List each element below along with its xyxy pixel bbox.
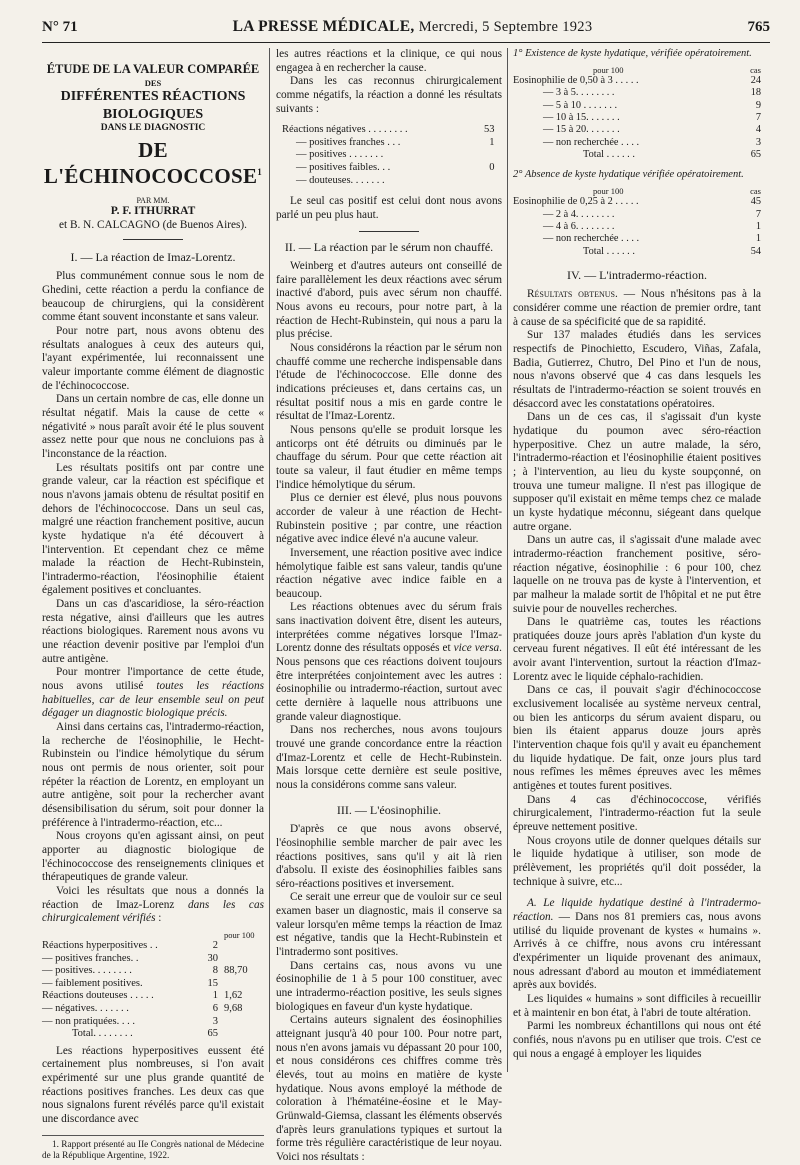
paragraph: Weinberg et d'autres auteurs ont conseillé de faire parallèlement les deux réactions avec sérum inactivé d'abord, puis avec sérum non chauffé. Nous avons eu recours, pour notre part, à la réaction de Hecht-Rubinstein, qui nous a paru la plus précise. — [276, 260, 502, 341]
paragraph: Nous considérons la réaction par le sérum non chauffé comme une recherche indispensable dans l'étude de l'échinococcose. Elle donne des indications précieuses et, dans certains cas, un résultat positif nous a mis en garde contre le résultat de l'Imaz-Lorentz. — [276, 342, 502, 423]
table-cell — [218, 1028, 264, 1041]
table-row — [282, 162, 494, 175]
table-cell: — douteuses. . . . . . . — [296, 174, 385, 186]
author-2: et B. N. CALCAGNO (de Buenos Aires). — [59, 219, 247, 232]
table-row — [513, 124, 761, 136]
paragraph: Dans certains cas, nous avons vu une éosinophilie de 1 à 5 pour 100 constituer, avec une intradermo-réaction positive, les seuls signes biologiques en faveur d'un kyste hydatique. — [276, 959, 502, 1013]
page-number: 765 — [747, 19, 770, 35]
header-rule — [42, 42, 770, 43]
table-cell: — non pratiquées. . . . — [42, 1015, 136, 1027]
table-row — [42, 978, 264, 991]
section-heading-text: II. — La réaction par le sérum non chauffé. — [284, 239, 494, 254]
paragraph: Dans un de ces cas, il s'agissait d'un kyste hydatique du poumon avec séro-réaction hyperpositive. Chez un autre malade, la séro, l'intradermo-réaction et l'éosinophilie étaient positives ; à l'intervention, au lieu du kyste soupçonné, on trouva une tumeur maligne. Il n'est pas illogique de supposer qu'il existait en même temps chez ce malade un kyste hydatique méconnu, siégeant dans quelque autre organe. — [513, 411, 761, 533]
paragraph: Dans nos recherches, nous avons toujours trouvé une grande concordance entre la réaction d'Imaz-Lorentz et celle de Hecht-Rubinstein. Mais lorsque cette dernière est seule positive, nous la considérons comme sans valeur. — [276, 724, 502, 792]
paragraph-lead: Résultats obtenus. — [527, 288, 618, 301]
table-cell — [472, 149, 494, 162]
table-header: pour 100 — [593, 64, 624, 75]
paragraph: Le seul cas positif est celui dont nous avons parlé un peu plus haut. — [276, 195, 502, 221]
table-cell: Eosinophilie de 0,50 à 3 . . . . . — [513, 74, 639, 86]
table-row — [282, 137, 494, 150]
paragraph: Les résultats positifs ont par contre une grande valeur, car la réaction est spécifique et nous n'avons jamais obtenu de résultat positif en dehors de l'échinococcose. Dans un seul cas, malgré une réaction franchement positive, aucun kyste hydatique n'a été découvert à l'intervention. Et cependant chez ce même malade la réaction de Hecht-Rubinstein, l'intradermo-réaction, l'éosinophilie étaient également positives et concluantes. — [42, 461, 264, 597]
paragraph: Les liquides « humains » sont difficiles à recueillir et à maintenir en bon état, à l'abri de toute altération. — [513, 992, 761, 1019]
table-cell: — positives franches. . — [42, 952, 139, 964]
paragraph: Ainsi dans certains cas, l'intradermo-réaction, la recherche de l'éosinophilie, le Hecht-Rubinstein ou l'indice hémolytique du sérum nous ont permis de nous orienter, soit pour répéter la réaction de Lorentz, en employant un autre antigène, soit pour la rechercher avant désensibilisation du sérum, soit pour donner la préférence à l'intradermo-réaction, etc... — [42, 721, 264, 829]
table-cell — [472, 175, 494, 188]
column-2 — [276, 48, 502, 1163]
table-row — [513, 100, 761, 112]
table-row — [42, 1016, 264, 1029]
table-cell: — positives . . . . . . . — [296, 149, 384, 161]
table-row — [282, 149, 494, 162]
page-header — [42, 18, 770, 40]
table-cell: 2 — [212, 940, 218, 952]
table-row — [42, 990, 264, 1003]
paragraph-italic: vice versa — [453, 642, 500, 655]
article-title-line3: DANS LE DIAGNOSTIC — [100, 123, 206, 134]
table-cell: Total. . . . . . . . — [72, 1028, 133, 1040]
author-1: P. F. ITHURRAT — [110, 205, 196, 218]
section-heading-1 — [42, 250, 264, 265]
paragraph: Dans un cas d'ascaridiose, la séro-réaction resta négative, ainsi d'ailleurs que les autres réactions biologiques. Rarement nous avons vu une réaction devenir positive par l'emploi d'un autre antigène. — [42, 598, 264, 665]
footnote: 1. Rapport présenté au IIe Congrès national de Médecine de la République Argentine, 1922. — [42, 1135, 264, 1162]
table-cell: Total . . . . . . — [583, 148, 635, 160]
table-cell: — 4 à 6. . . . . . . . — [543, 220, 615, 232]
table-cell: — 15 à 20. . . . . . . — [543, 124, 620, 136]
table-row — [282, 124, 494, 137]
table-cell: 4 — [755, 124, 761, 136]
table-cell: 88,70 — [224, 965, 248, 977]
article-title-line2: DIFFÉRENTES RÉACTIONS BIOLOGIQUES — [60, 89, 246, 122]
table-row — [513, 137, 761, 149]
paragraph: Dans un autre cas, il s'agissait d'une malade avec intradermo-réaction franchement positive, séro-réaction négative, éosinophilie : 6 pour 100, chez laquelle on ne trouva pas de kyste à l'intervention, et par malheur la malade sortit de l'hôpital et ne put être suivie pour de nouvelles recherches. — [513, 534, 761, 615]
table-row — [513, 75, 761, 87]
table-cell: 7 — [755, 111, 761, 123]
issue-number: N° 71 — [42, 19, 78, 35]
table-cell: 1 — [212, 990, 218, 1002]
table-cell: Réactions négatives . . . . . . . . — [282, 124, 408, 136]
paragraph: Ce serait une erreur que de vouloir sur ce seul examen baser un diagnostic, mais il conserve sa valeur lorsqu'en même temps la réaction de Imaz est négative, tandis que la Hecht-Rubinstein et l'intradermo sont positives. — [276, 891, 502, 959]
paragraph-text: Les réactions obtenues avec du sérum frais sans inactivation doivent être, disent les auteurs, interprétées comme négatives lorsque l'Imaz-Lorentz donne des résultats opposés et — [276, 601, 502, 655]
paragraph: Plus ce dernier est élevé, plus nous pouvons accorder de valeur à une réaction de Hecht-Rubinstein positive ; par contre, une réaction négative avec indice élevé n'a aucune valeur. — [276, 492, 502, 546]
title-separator — [123, 239, 183, 240]
table-row — [513, 209, 761, 221]
table-cell: — 2 à 4. . . . . . . . — [543, 208, 615, 220]
imaz-results-table — [42, 930, 264, 1041]
table-row — [513, 87, 761, 99]
paragraph: Inversement, une réaction positive avec indice hémolytique faible est sans valeur, tandis qu'une réaction négative avec indice faible en a beaucoup. — [276, 546, 502, 600]
table-cell: — positives faibles. . . — [296, 162, 391, 174]
paragraph-text: Pour montrer l'importance de cette étude, nous avons utilisé — [42, 666, 264, 693]
journal-masthead — [233, 18, 593, 36]
table-cell: 7 — [755, 208, 761, 220]
paragraph — [42, 666, 264, 721]
table-header: cas — [750, 64, 761, 75]
table-cell: — 5 à 10 . . . . . . . — [543, 99, 618, 111]
paragraph: Dans les cas reconnus chirurgicalement comme négatifs, la réaction a donné les résultats suivants : — [276, 75, 502, 115]
paragraph-text: : — [155, 912, 162, 925]
article-title-line4 — [42, 137, 264, 190]
table-cell: 18 — [750, 87, 761, 99]
table-cell — [218, 1016, 264, 1029]
paragraph: Les réactions hyperpositives eussent été certainement plus nombreuses, si l'on avait expérimenté sur une plus grande quantité de réactions positives franches. Les deux cas que nous signalons furent révélés parce qu'il existait une discordance avec — [42, 1044, 264, 1126]
paragraph-italic: dans les cas chirurgicalement vérifiés — [42, 898, 264, 925]
table-row — [513, 196, 761, 208]
paragraph: Certains auteurs signalent des éosinophilies atteignant jusqu'à 40 pour 100. Pour notre part, nous n'en avons jamais vu dépassant 20 pour 100, et nous considérons ces chiffres comme très élevés, tout au moins en matière de kyste hydatique. Nous avons employé la méthode de coloration à l'hématéine-éosine et le May-Grünwald-Giemsa, classant les éléments observés d'après leurs granulations typiques et surtout la forme très régulière caractéristique de leur noyau. Voici nos résultats : — [276, 1014, 502, 1163]
eosinophilia-no-cyst-table — [513, 186, 761, 258]
paragraph: Dans le quatrième cas, toutes les réactions pratiquées douze jours après l'ablation d'un kyste du cerveau furent négatives. Il eût été intéressant de les avoir avant l'intervention, surtout la réaction d'Imaz-Lorentz avec le liquide céphalo-rachidien. — [513, 616, 761, 683]
paragraph: les autres réactions et la clinique, ce qui nous engagea à en rechercher la cause. — [276, 48, 502, 74]
table-cell: 6 — [212, 1003, 218, 1015]
column-3 — [513, 48, 761, 1074]
table-cell: — non recherchée . . . . — [543, 136, 640, 148]
paragraph-italic: toutes les réactions habituelles, car de leur ensemble seul on peut dégager un diagnostic biologique précis. — [42, 680, 264, 720]
table-cell: — faiblement positives. — [42, 977, 143, 989]
table-cell: 8 — [212, 965, 218, 977]
issue-date: Mercredi, 5 Septembre 1923 — [418, 19, 593, 35]
column-1 — [42, 48, 264, 1161]
table-cell: 65 — [207, 1028, 218, 1040]
paragraph: Nous croyons qu'en agissant ainsi, on peut apporter au diagnostic biologique de l'échinococcose des renseignements cliniques et thérapeutiques de grande valeur. — [42, 830, 264, 884]
paragraph-text: Voici les résultats que nous a donnés la réaction de Imaz-Lorenz — [42, 884, 264, 911]
section-heading-4 — [513, 268, 761, 283]
table-cell: 9,68 — [224, 1003, 243, 1015]
table-cell: 54 — [750, 245, 761, 257]
section-heading-3 — [276, 803, 502, 818]
article-title-line1: ÉTUDE DE LA VALEUR COMPARÉE — [46, 62, 260, 76]
table-cell: 30 — [207, 952, 218, 964]
paragraph: Plus communément connue sous le nom de Ghedini, cette réaction a perdu la confiance de beaucoup de chirurgiens, qui la considèrent comme étant souvent inconstante et sans valeur. — [42, 270, 264, 324]
table-title: 1° Existence de kyste hydatique, vérifiée opératoirement. — [513, 48, 752, 59]
table-cell: 53 — [483, 124, 495, 136]
table-title: 2° Absence de kyste hydatique vérifiée opératoirement. — [513, 169, 744, 181]
column-divider — [269, 48, 270, 1072]
eosinophilia-cyst-table — [513, 65, 761, 162]
table-header-spacer — [42, 930, 196, 940]
paragraph: D'après ce que nous avons observé, l'éosinophilie semble marcher de pair avec les réactions positives, sans qu'il y ait là rien d'absolu. Il existe des éosinophilies faibles sans séro-réactions positives et inversement. — [276, 823, 502, 890]
paragraph: Dans 4 cas d'échinococcose, vérifiés chirurgicalement, l'intradermo-réaction fut la seule épreuve nettement positive. — [513, 793, 761, 834]
table-cell: 1 — [489, 136, 495, 148]
journal-title: LA PRESSE MÉDICALE, — [232, 18, 415, 35]
table-cell — [218, 978, 264, 991]
table-cell: Total . . . . . . — [583, 245, 635, 257]
table-cell — [218, 953, 264, 966]
table-row — [513, 233, 761, 245]
table-row — [42, 940, 264, 953]
table-cell: — 10 à 15. . . . . . . — [543, 111, 620, 123]
table-cell: 3 — [212, 1015, 218, 1027]
table-header: pour 100 — [224, 929, 255, 940]
authors-block — [42, 196, 264, 233]
table-row — [513, 112, 761, 124]
table-cell: — 3 à 5. . . . . . . . — [543, 87, 615, 99]
paragraph: Pour notre part, nous avons obtenu des résultats analogues à ceux des auteurs qui, l'ayant expérimentée, lui reconnaissent une valeur importante comme élément de diagnostic de l'échinococcose. — [42, 325, 264, 392]
article-title-main: DE L'ÉCHINOCOCCOSE — [43, 138, 258, 189]
table-row — [513, 246, 761, 258]
column-divider — [507, 48, 508, 1072]
table-row — [42, 1003, 264, 1016]
table-cell — [218, 940, 264, 953]
table-row — [42, 1028, 264, 1041]
footnote-mark: 1 — [257, 167, 263, 178]
section-separator — [359, 231, 419, 232]
table-cell: 0 — [489, 162, 495, 174]
paragraph — [276, 601, 502, 724]
paragraph-text: — Dans nos 81 premiers cas, nous avons utilisé du liquide provenant de kystes « humains ». Arrivés à ce chiffre, nous avons cru intéressant d'expérimenter un liquide provenant des animaux, nous adressant d'abord au mouton et immédiatement après aux bovidés. — [513, 910, 761, 992]
section-heading-text: III. — L'éosinophilie. — [336, 802, 442, 817]
authors-par: PAR MM. — [136, 195, 170, 205]
table-row — [42, 965, 264, 978]
paragraph: Parmi les nombreux échantillons qui nous ont été confiés, nous n'avons pu en utiliser que trois. C'est ce qui nous a engagé à employer les liquides — [513, 1020, 761, 1060]
section-heading-2 — [276, 240, 502, 255]
table-cell: 45 — [750, 196, 761, 208]
section-heading-text: IV. — L'intradermo-réaction. — [567, 267, 707, 282]
table-cell: — positives franches . . . — [296, 136, 401, 148]
table-cell: 15 — [207, 977, 218, 989]
paragraph: Nous croyons utile de donner quelques détails sur le liquide hydatique à utiliser, son mode de prélèvement, les propriétés qu'il doit posséder, la technique à suivre, etc... — [513, 834, 761, 888]
table-cell: — non recherchée . . . . — [543, 233, 640, 245]
paragraph: Sur 137 malades étudiés dans les services respectifs de Pinochietto, Escudero, Viñas, Zafala, Badia, Gutierrez, Chutro, Del Pino et l'un de nous, nous n'avons observé que 4 cas dans lesquels les résultats de l'intradermo-réaction se soient trouvés en désaccord avec les constatations opératoires. — [513, 329, 761, 410]
table-cell: — négatives. . . . . . . — [42, 1003, 129, 1015]
paragraph — [42, 885, 264, 926]
table-cell: 65 — [750, 148, 761, 160]
paragraph: Dans ce cas, il pouvait s'agir d'échinococcose exclusivement localisée au système nerveux central, ou bien les anticorps du sérum avaient disparu, ou bien ils étaient apparus douze jours après l'intervention chaque fois qu'il y avait eu épanchement du liquide hydatique. De fait, onze jours plus tard nous refîmes les mêmes épreuves avec les mêmes antigènes et toutes furent positives. — [513, 684, 761, 793]
paragraph-text: . Nous pensons que ces réactions doivent toujours être interprétées conjointement avec les autres : éosinophilie ou intradermo-réaction, surtout avec cette dernière à laquelle nous attribuons une grande valeur diagnostique. — [276, 642, 502, 723]
paragraph-lead: A. Le liquide hydatique destiné à l'intradermo-réaction. — [513, 897, 761, 923]
table-header-spacer — [196, 930, 218, 940]
paragraph: Nous pensons qu'elle se produit lorsque les anticorps ont été détruits ou diminués par le chauffage du sérum. Pour que cette réaction ait toute sa valeur, il faut étudier en même temps l'indice hémolytique du sérum. — [276, 423, 502, 491]
table-header: pour 100 — [593, 186, 624, 196]
paragraph: Dans un certain nombre de cas, elle donne un résultat négatif. Mais la cause de cette « négativité » nous paraît avoir été le plus souvent assez nette pour que nous ne concluions pas à l'inconstance de la réaction. — [42, 393, 264, 460]
negative-cases-table — [282, 124, 494, 187]
table-header: cas — [750, 186, 761, 196]
table-cell: 1 — [755, 233, 761, 245]
table-row — [513, 149, 761, 161]
table-cell: 3 — [755, 136, 761, 148]
table-cell: 24 — [750, 74, 761, 86]
table-cell: 9 — [755, 99, 761, 111]
table-row — [282, 175, 494, 188]
table-cell: — positives. . . . . . . . — [42, 965, 132, 977]
table-row — [513, 221, 761, 233]
section-heading-text: I. — La réaction de Imaz-Lorentz. — [70, 249, 236, 264]
table-cell: Réactions hyperpositives . . — [42, 940, 158, 952]
paragraph — [513, 897, 761, 993]
article-title-des: DES — [144, 77, 162, 88]
paragraph — [513, 288, 761, 329]
paragraph-text: — Nous n'hésitons pas à la considérer comme une réaction de premier ordre, tant à cause de sa spécificité que de sa rapidité. — [513, 288, 761, 328]
table-cell: Eosinophilie de 0,25 à 2 . . . . . — [513, 196, 639, 208]
table-cell: 1,62 — [224, 990, 243, 1002]
table-cell: Réactions douteuses . . . . . — [42, 990, 154, 1002]
table-cell: 1 — [755, 220, 761, 232]
table-row — [42, 953, 264, 966]
